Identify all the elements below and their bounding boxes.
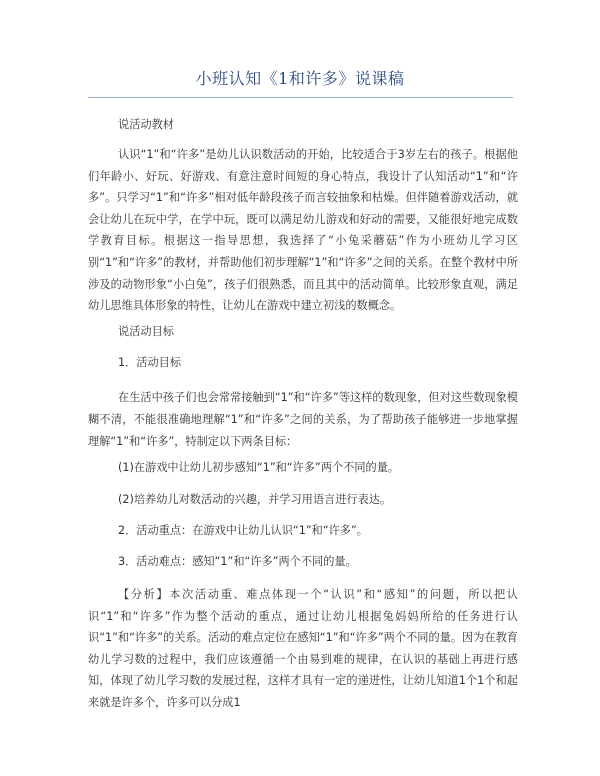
document-title: 小班认知《1和许多》说课稿: [195, 69, 405, 88]
objective-item-1: (1)在游戏中让幼儿初步感知“1”和“许多”两个不同的量。: [118, 461, 400, 474]
title-divider: [88, 97, 513, 98]
section-heading-materials: 说活动教材: [118, 118, 174, 131]
list-item-difficulty: 3．活动难点：感知“1”和“许多”两个不同的量。: [118, 555, 357, 568]
section-heading-goals: 说活动目标: [118, 325, 174, 338]
list-item-key-point: 2．活动重点：在游戏中让幼儿认识“1”和“许多”。: [118, 524, 368, 537]
objective-item-2: (2)培养幼儿对数活动的兴趣，并学习用语言进行表达。: [118, 493, 392, 506]
paragraph-materials: 认识“1”和“许多”是幼儿认识数活动的开始，比较适合于3岁左右的孩子。根据他们年龄小、好玩、好游戏、有意注意时间短的身心特点，我设计了认知活动“1”和“许多”。只学习“1”和“许多”相对低年龄段孩子而言较抽象和枯燥。但伴随着游戏活动，就会让幼儿在玩中学，在学中玩，既可以满足幼儿游戏和好动的需要，又能很好地完成数学教育目标。根据这一指导思想，我选择了“小兔采蘑菇”作为小班幼儿学习区别“1”和“许多”的教材，并帮助他们初步理解“1”和“许多”之间的关系。在整个教材中所涉及的动物形象“小白兔”，孩子们很熟悉，而且其中的活动简单。比较形象直观，满足幼儿思维具体形象的特性，让幼儿在游戏中建立初浅的数概念。: [88, 148, 518, 313]
paragraph-goals: 在生活中孩子们也会常常接触到“1”和“许多”等这样的数现象，但对这些数现象模糊不清，不能很准确地理解“1”和“许多”之间的关系，为了帮助孩子能够进一步地掌握理解“1”和“许多”，特制定以下两条目标：: [88, 391, 518, 448]
list-item-goals: 1．活动目标: [118, 356, 182, 369]
paragraph-analysis: 【分析】本次活动重、难点体现一个“认识”和“感知”的问题，所以把认识“1”和“许多”作为整个活动的重点，通过让幼儿根据兔妈妈所给的任务进行认识“1”和“许多”的关系。活动的难点定位在感知“1”和“许多”两个不同的量。因为在教育幼儿学习数的过程中，我们应该遵循一个由易到难的规律，在认识的基础上再进行感知，体现了幼儿学习数的发展过程，这样才具有一定的递进性，让幼儿知道1个1个和起来就是许多个，许多可以分成1: [88, 588, 518, 709]
